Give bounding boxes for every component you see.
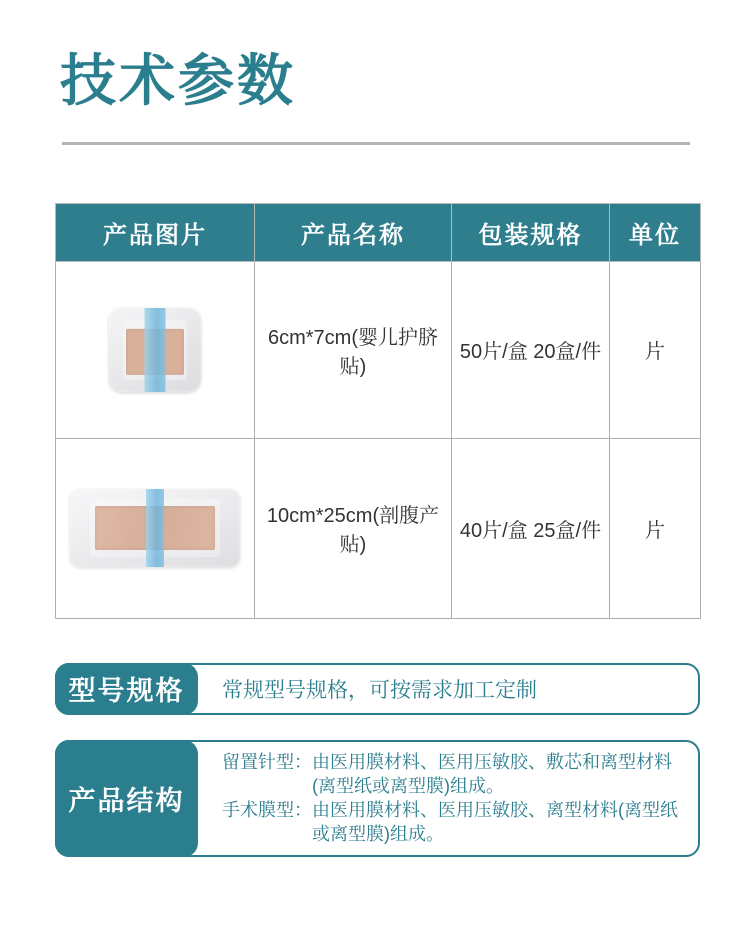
product-image-cell (56, 438, 255, 618)
cesarean-patch-image (70, 489, 240, 567)
col-header-product-image: 产品图片 (56, 203, 255, 261)
patch-blue-strip (146, 489, 164, 567)
structure-item-film-type (222, 798, 682, 847)
model-spec-label: 型号规格 (55, 663, 198, 715)
unit: 片 (610, 261, 701, 438)
packing-spec: 50片/盒 20盒/件 (452, 261, 610, 438)
structure-desc: 由医用膜材料、医用压敏胶、敷芯和离型材料(离型纸或离型膜)组成。 (312, 751, 672, 796)
model-spec-text: 常规型号规格，可按需求加工定制 (222, 678, 537, 702)
packing-spec: 40片/盒 25盒/件 (452, 438, 610, 618)
umbilical-patch-image (109, 308, 201, 392)
table-header-row (56, 203, 701, 261)
page-title: 技术参数 (60, 49, 296, 112)
col-header-unit: 单位 (610, 203, 701, 261)
model-spec-section (55, 663, 700, 715)
table-row (56, 261, 701, 438)
product-image-cell (56, 261, 255, 438)
table-row (56, 438, 701, 618)
structure-term: 留置针型： (222, 751, 312, 772)
product-name: 6cm*7cm(婴儿护脐贴) (255, 261, 452, 438)
col-header-packing-spec: 包装规格 (452, 203, 610, 261)
structure-item-needle-type (222, 750, 682, 799)
structure-term: 手术膜型： (222, 800, 312, 821)
structure-desc: 由医用膜材料、医用压敏胶、离型材料(离型纸或离型膜)组成。 (312, 800, 678, 845)
product-name: 10cm*25cm(剖腹产贴) (255, 438, 452, 618)
title-divider (62, 142, 690, 145)
product-structure-section (55, 740, 700, 857)
patch-blue-strip (145, 308, 166, 392)
spec-table (55, 203, 701, 619)
technical-parameters-page (0, 50, 750, 857)
product-structure-label: 产品结构 (55, 740, 198, 857)
unit: 片 (610, 438, 701, 618)
col-header-product-name: 产品名称 (255, 203, 452, 261)
